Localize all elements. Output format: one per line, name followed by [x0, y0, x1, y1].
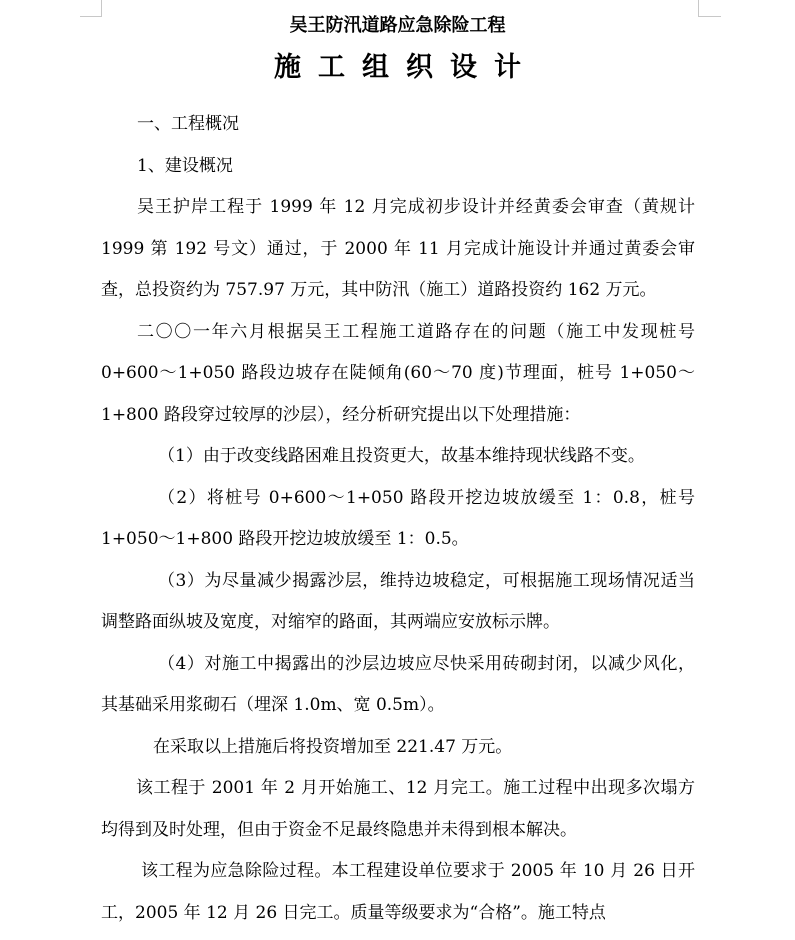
paragraph-schedule: 该工程为应急除险过程。本工程建设单位要求于 2005 年 10 月 26 日开工，2005 年 12 月 26 日完工。质量等级要求为“合格”。施工特点 — [101, 861, 695, 923]
paragraph-construction-history: 该工程于 2001 年 2 月开始施工、12 月完工。施工过程中出现多次塌方均得到及时处理，但由于资金不足最终隐患并未得到根本解决。 — [101, 778, 695, 840]
measure-item-3: （3）为尽量减少揭露沙层，维持边坡稳定，可根据施工现场情况适当调整路面纵坡及宽度，对缩窄的路面，其两端应安放标示牌。 — [101, 570, 695, 632]
measure-item-4: （4）对施工中揭露出的沙层边坡应尽快采用砖砌封闭，以减少风化，其基础采用浆砌石（埋深 1.0m、宽 0.5m）。 — [101, 653, 695, 715]
paragraph-road-issues: 二〇〇一年六月根据吴王工程施工道路存在的问题（施工中发现桩号 0+600～1+050 路段边坡存在陡倾角(60～70 度)节理面，桩号 1+050～1+800 路段穿过较厚的沙层），经分析研究提出以下处理措施： — [101, 321, 695, 425]
document-title: 施工组织设计 — [274, 52, 538, 83]
subsection-heading-construction: 1、建设概况 — [137, 155, 233, 176]
measure-item-2: （2）将桩号 0+600～1+050 路段开挖边坡放缓至 1：0.8，桩号 1+050～1+800 路段开挖边坡放缓至 1：0.5。 — [101, 487, 695, 549]
section-heading-overview: 一、工程概况 — [137, 114, 239, 134]
measure-item-1: （1）由于改变线路困难且投资更大，故基本维持现状线路不变。 — [158, 446, 645, 466]
paragraph-increased-investment: 在采取以上措施后将投资增加至 221.47 万元。 — [153, 736, 513, 757]
document-body — [101, 104, 695, 934]
paragraph-investment: 吴王护岸工程于 1999 年 12 月完成初步设计并经黄委会审查（黄规计 1999 第 192 号文）通过，于 2000 年 11 月完成计施设计并通过黄委会审查，总投资约为 757.97 万元，其中防汛（施工）道路投资约 162 万元。 — [101, 197, 695, 300]
document-subtitle: 吴王防汛道路应急除险工程 — [289, 15, 506, 36]
